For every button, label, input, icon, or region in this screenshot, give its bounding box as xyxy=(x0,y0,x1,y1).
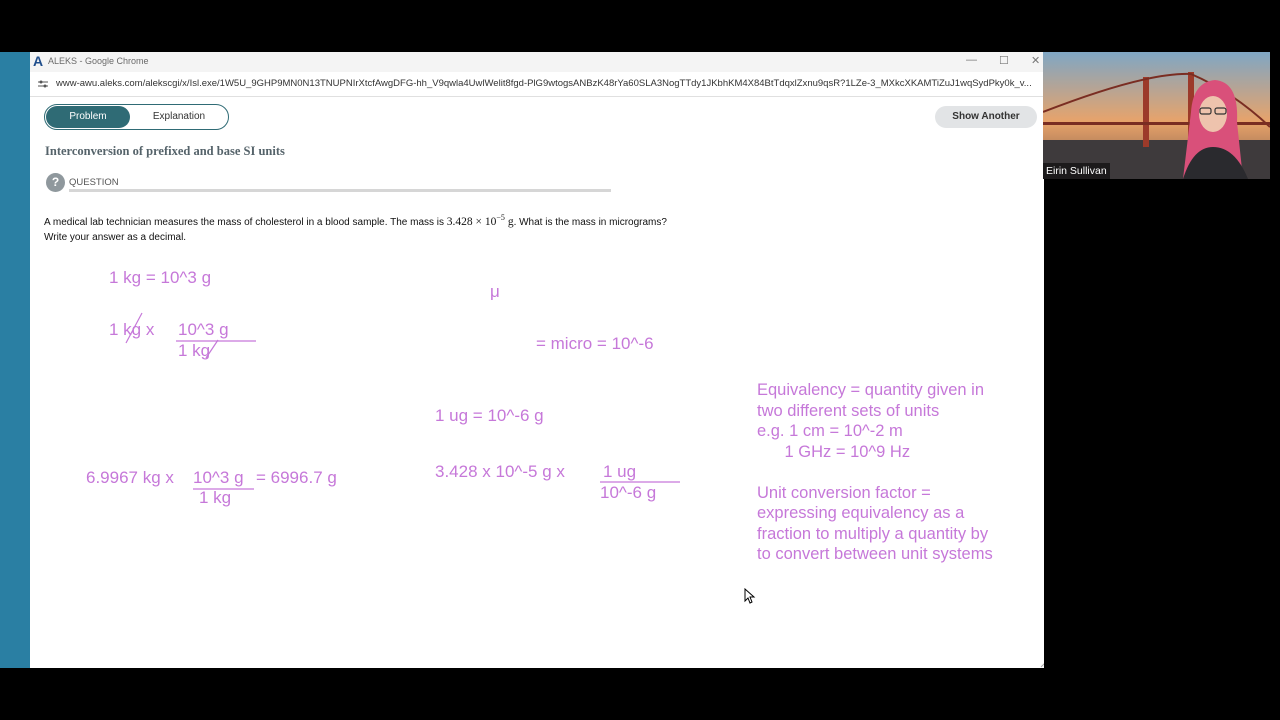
question-divider xyxy=(69,189,611,192)
problem-text-before: A medical lab technician measures the mass of cholesterol in a blood sample. The mass is xyxy=(44,216,447,228)
annotation-cf-denominator: 1 kg xyxy=(178,341,211,360)
site-info-icon[interactable] xyxy=(38,79,48,89)
mass-unit: g xyxy=(504,215,514,228)
aleks-content xyxy=(30,97,1044,668)
mouse-cursor-icon xyxy=(744,588,756,604)
problem-text-after: . What is the mass in micrograms? Write your answer as a decimal. xyxy=(44,216,667,243)
annotation-kg-example-result: = 6996.7 g xyxy=(256,468,337,487)
annotation-micro-definition: = micro = 10^-6 xyxy=(536,334,654,353)
annotation-cf-numerator: 10^3 g xyxy=(178,320,229,339)
aleks-logo-icon: A xyxy=(33,53,44,69)
annotation-ug-definition: 1 ug = 10^-6 g xyxy=(435,406,544,425)
annotation-ug-setup-numerator: 1 ug xyxy=(603,462,637,481)
mass-mantissa: 3.428 × 10 xyxy=(446,215,497,228)
close-button[interactable]: ✕ xyxy=(1031,55,1041,67)
note-line: expressing equivalency as a xyxy=(757,504,965,522)
minimize-button[interactable]: — xyxy=(966,54,977,66)
left-edge-strip xyxy=(0,52,30,668)
maximize-button[interactable]: ☐ xyxy=(999,55,1009,67)
title-bar xyxy=(30,52,1044,72)
annotation-cf-left: 1 kg x xyxy=(109,320,155,339)
tab-problem[interactable]: Problem xyxy=(46,106,130,128)
browser-window xyxy=(30,52,1044,668)
note-line: to convert between unit systems xyxy=(757,545,993,563)
show-another-button[interactable]: Show Another xyxy=(935,106,1037,128)
note-line: Equivalency = quantity given in xyxy=(757,381,985,399)
note-line xyxy=(757,462,993,483)
resize-grip-icon[interactable] xyxy=(1040,660,1044,668)
question-label: QUESTION xyxy=(69,177,119,188)
tab-explanation[interactable]: Explanation xyxy=(152,111,206,122)
annotation-kg-example-denominator: 1 kg xyxy=(199,488,232,507)
note-line: e.g. 1 cm = 10^-2 m xyxy=(757,422,903,440)
note-line: two different sets of units xyxy=(757,401,940,420)
annotation-kg-example-numerator: 10^3 g xyxy=(193,468,244,487)
problem-statement xyxy=(44,210,684,245)
annotation-kg-definition: 1 kg = 10^3 g xyxy=(109,268,212,287)
webcam-scene-image xyxy=(1043,52,1270,179)
question-help-icon: ? xyxy=(46,173,65,192)
url-text[interactable]: www-awu.aleks.com/alekscgi/x/Isl.exe/1W5U_9GHP9MN0N13TNUPNIrXtcfAwgDFG-hh_V9qwla4UwlWelit8fgd-PlG9wtogsANBzK48rYa60SLA3NogTTdy1JKbhKM4X84BtTdqxlZxnu9qsR?1LZe-3_MXkcXKAMTiZuJ1wqSydPky0k_v... xyxy=(56,78,1032,89)
mass-exponent: −5 xyxy=(496,213,505,222)
address-bar[interactable] xyxy=(30,72,1044,97)
note-line: Unit conversion factor = xyxy=(757,483,931,502)
page-title: Interconversion of prefixed and base SI units xyxy=(45,144,285,158)
webcam-feed xyxy=(1043,52,1270,179)
webcam-name-label: Eirin Sullivan xyxy=(1043,163,1110,179)
annotation-notes xyxy=(757,380,993,565)
problem-tabs xyxy=(44,104,229,130)
annotation-micro-symbol: μ xyxy=(490,282,500,301)
note-line: 1 GHz = 10^9 Hz xyxy=(757,442,911,461)
window-title: ALEKS - Google Chrome xyxy=(48,56,149,66)
mass-value xyxy=(446,213,514,228)
annotation-kg-example-left: 6.9967 kg x xyxy=(86,468,174,487)
note-line: fraction to multiply a quantity by xyxy=(757,524,989,543)
annotation-ug-setup-left: 3.428 x 10^-5 g x xyxy=(435,462,565,481)
annotation-ug-setup-denominator: 10^-6 g xyxy=(600,483,657,502)
